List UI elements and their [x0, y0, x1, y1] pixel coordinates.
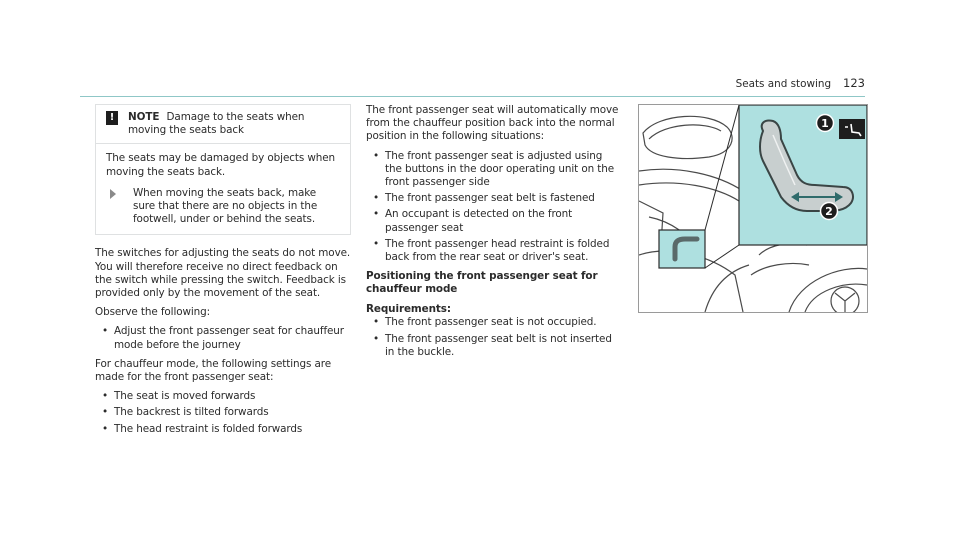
observe-list — [95, 325, 351, 351]
section-title: Seats and stowing — [735, 78, 832, 90]
list-item: • The front passenger seat is not occupied. — [366, 316, 622, 329]
note-title: NOTE — [128, 111, 160, 123]
note-heading — [128, 111, 340, 137]
note-body — [96, 143, 350, 234]
list-item: • An occupant is detected on the front passenger seat — [366, 208, 622, 234]
observe-label: Observe the following: — [95, 306, 211, 319]
list-item: • The backrest is tilted forwards — [95, 406, 351, 419]
list-item: • The head restraint is folded forwards — [95, 423, 351, 436]
page-number: 123 — [843, 76, 865, 90]
left-column — [95, 104, 351, 442]
note-subtitle: Damage to the seats when moving the seats back — [128, 111, 305, 137]
list-item: • The seat is moved forwards — [95, 390, 351, 403]
requirements-list — [366, 316, 622, 359]
note-step — [106, 187, 340, 227]
auto-return-paragraph: The front passenger seat will automatically move from the chauffeur position back into the normal position in the following situations: — [366, 104, 619, 143]
list-item: • The front passenger seat belt is not inserted in the buckle. — [366, 333, 622, 359]
chauffeur-settings-paragraph: For chauffeur mode, the following settings are made for the front passenger seat: — [95, 357, 332, 384]
note-step-text: When moving the seats back, make sure that there are no objects in the footwell, under or behind the seats. — [133, 186, 318, 226]
middle-column — [366, 104, 622, 365]
situations-list — [366, 150, 622, 265]
door-control-illustration — [638, 104, 868, 313]
settings-list — [95, 390, 351, 436]
note-text: The seats may be damaged by objects when moving the seats back. — [106, 152, 336, 178]
page-header — [736, 76, 865, 90]
callout-2: 2 — [825, 205, 833, 218]
warning-exclamation-icon: ! — [106, 111, 118, 125]
note-box — [95, 104, 351, 235]
requirements-label: Requirements: — [366, 303, 451, 316]
callout-1: 1 — [821, 117, 829, 130]
list-item: • The front passenger seat is adjusted using the buttons in the door operating unit on the front passenger side — [366, 150, 622, 190]
list-item: • Adjust the front passenger seat for chauffeur mode before the journey — [95, 325, 351, 351]
list-item: • The front passenger seat belt is fastened — [366, 192, 622, 205]
section-heading: Positioning the front passenger seat for chauffeur mode — [366, 270, 598, 295]
list-item: • The front passenger head restraint is folded back from the rear seat or driver's seat. — [366, 238, 622, 264]
note-header — [96, 105, 350, 143]
switch-feedback-paragraph: The switches for adjusting the seats do not move. You will therefore receive no direct feedback on the switch while pressing the switch. Feedback is provided only by the movement of the seat. — [95, 247, 351, 300]
step-arrow-icon — [110, 189, 122, 199]
car-interior-drawing — [639, 105, 867, 312]
header-rule — [80, 96, 865, 97]
